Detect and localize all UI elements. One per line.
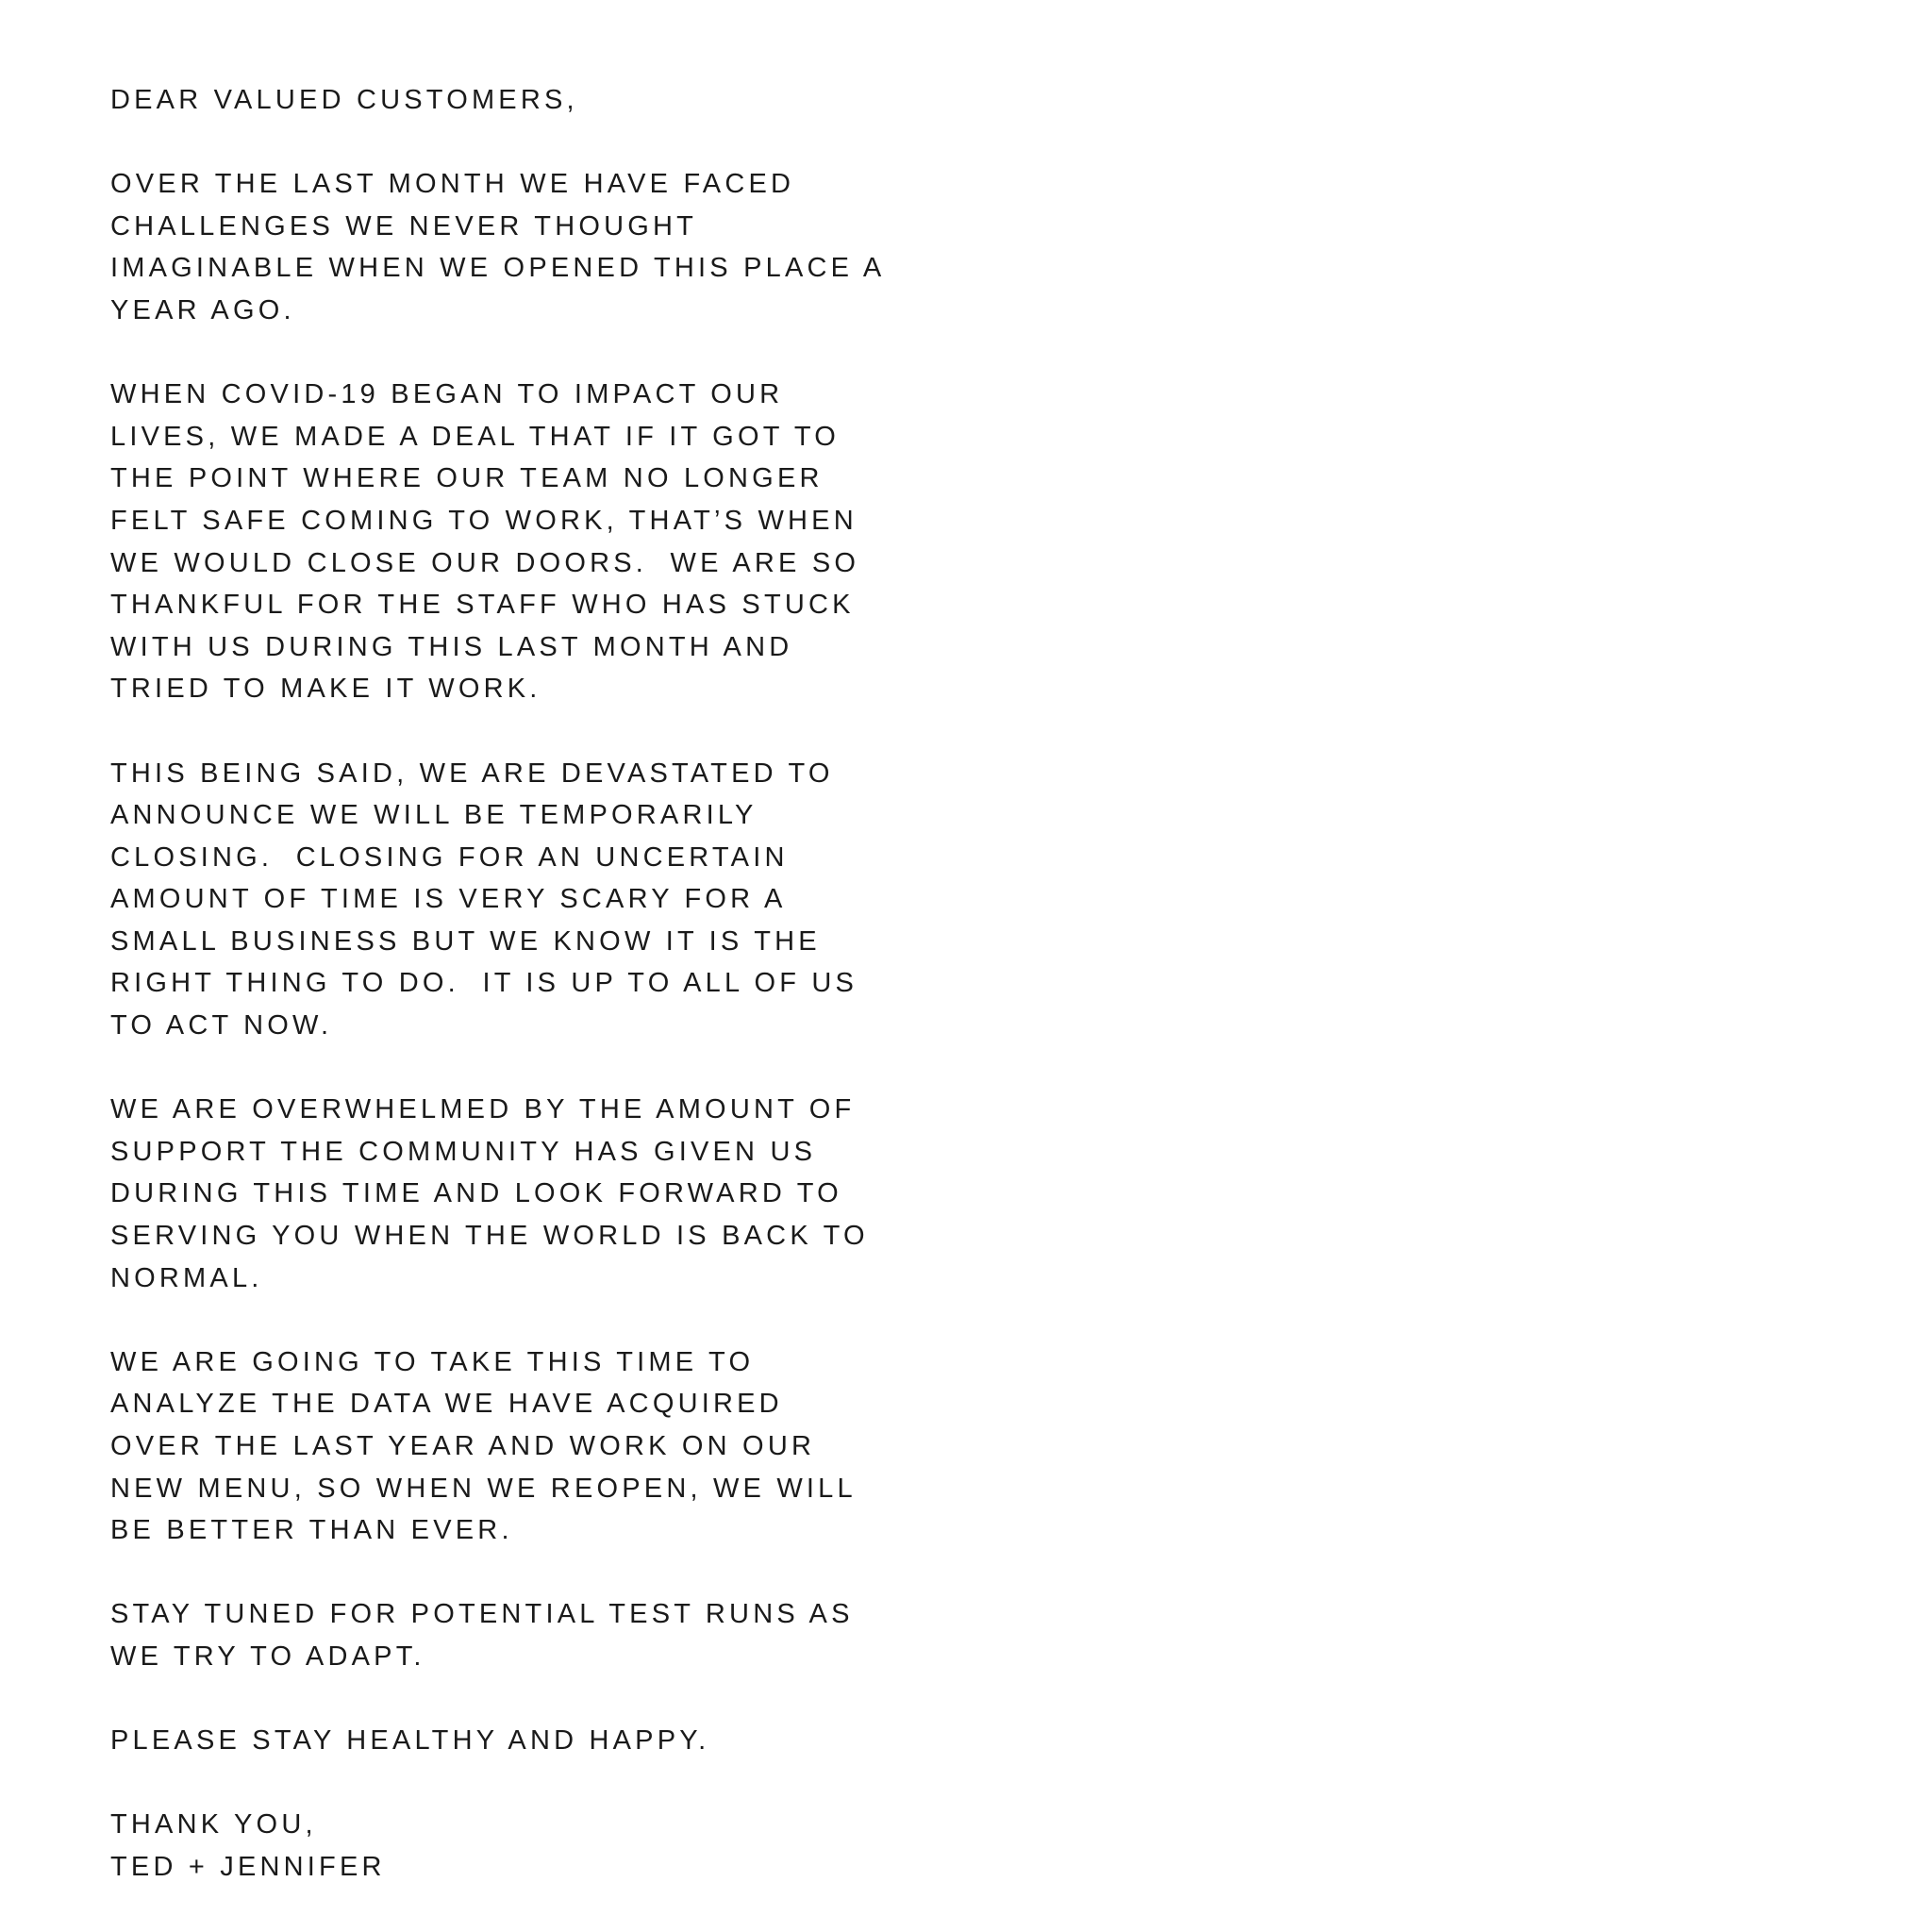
text-line: ANNOUNCE WE WILL BE TEMPORARILY <box>110 800 758 831</box>
paragraph-new-menu <box>110 1341 1054 1552</box>
text-line: RIGHT THING TO DO. IT IS UP TO ALL OF US <box>110 968 858 999</box>
text-line: OVER THE LAST YEAR AND WORK ON OUR <box>110 1431 816 1461</box>
signature: TED + JENNIFER <box>110 1851 386 1882</box>
text-line: AMOUNT OF TIME IS VERY SCARY FOR A <box>110 884 787 915</box>
text-line: NEW MENU, SO WHEN WE REOPEN, WE WILL <box>110 1473 857 1504</box>
paragraph-test-runs <box>110 1593 1054 1677</box>
text-line: WE TRY TO ADAPT. <box>110 1641 425 1672</box>
text-line: TRIED TO MAKE IT WORK. <box>110 674 541 705</box>
text-line: ANALYZE THE DATA WE HAVE ACQUIRED <box>110 1389 783 1420</box>
text-line: WE WOULD CLOSE OUR DOORS. WE ARE SO <box>110 547 860 578</box>
letter-body <box>110 79 1054 1889</box>
text-line: THE POINT WHERE OUR TEAM NO LONGER <box>110 463 824 494</box>
text-line: CLOSING. CLOSING FOR AN UNCERTAIN <box>110 841 789 873</box>
text-line: THANKFUL FOR THE STAFF WHO HAS STUCK <box>110 590 855 621</box>
text-line: WHEN COVID-19 BEGAN TO IMPACT OUR <box>110 379 784 410</box>
text-line: CHALLENGES WE NEVER THOUGHT <box>110 210 698 242</box>
text-line: IMAGINABLE WHEN WE OPENED THIS PLACE A <box>110 253 886 284</box>
text-line: WE ARE GOING TO TAKE THIS TIME TO <box>110 1346 755 1377</box>
text-line: DURING THIS TIME AND LOOK FORWARD TO <box>110 1178 842 1209</box>
text-line: WITH US DURING THIS LAST MONTH AND <box>110 631 793 662</box>
greeting: DEAR VALUED CUSTOMERS, <box>110 85 578 115</box>
paragraph-closing-announcement <box>110 753 1054 1047</box>
paragraph-covid <box>110 374 1054 710</box>
text-line: PLEASE STAY HEALTHY AND HAPPY. <box>110 1725 710 1757</box>
text-line: SERVING YOU WHEN THE WORLD IS BACK TO <box>110 1221 869 1252</box>
text-line: WE ARE OVERWHELMED BY THE AMOUNT OF <box>110 1094 856 1125</box>
text-line: NORMAL. <box>110 1262 263 1293</box>
greeting-paragraph <box>110 79 1054 122</box>
paragraph-community-support <box>110 1089 1054 1299</box>
text-line: FELT SAFE COMING TO WORK, THAT’S WHEN <box>110 505 858 536</box>
paragraph-challenges <box>110 163 1054 331</box>
closing: THANK YOU, <box>110 1809 317 1840</box>
text-line: YEAR AGO. <box>110 294 295 325</box>
sign-off <box>110 1804 1054 1888</box>
text-line: TO ACT NOW. <box>110 1010 333 1041</box>
paragraph-stay-healthy <box>110 1720 1054 1762</box>
text-line: SUPPORT THE COMMUNITY HAS GIVEN US <box>110 1136 817 1167</box>
text-line: BE BETTER THAN EVER. <box>110 1515 513 1546</box>
text-line: LIVES, WE MADE A DEAL THAT IF IT GOT TO <box>110 421 840 452</box>
text-line: SMALL BUSINESS BUT WE KNOW IT IS THE <box>110 925 821 957</box>
text-line: STAY TUNED FOR POTENTIAL TEST RUNS AS <box>110 1599 854 1630</box>
text-line: OVER THE LAST MONTH WE HAVE FACED <box>110 169 795 200</box>
text-line: THIS BEING SAID, WE ARE DEVASTATED TO <box>110 758 834 789</box>
